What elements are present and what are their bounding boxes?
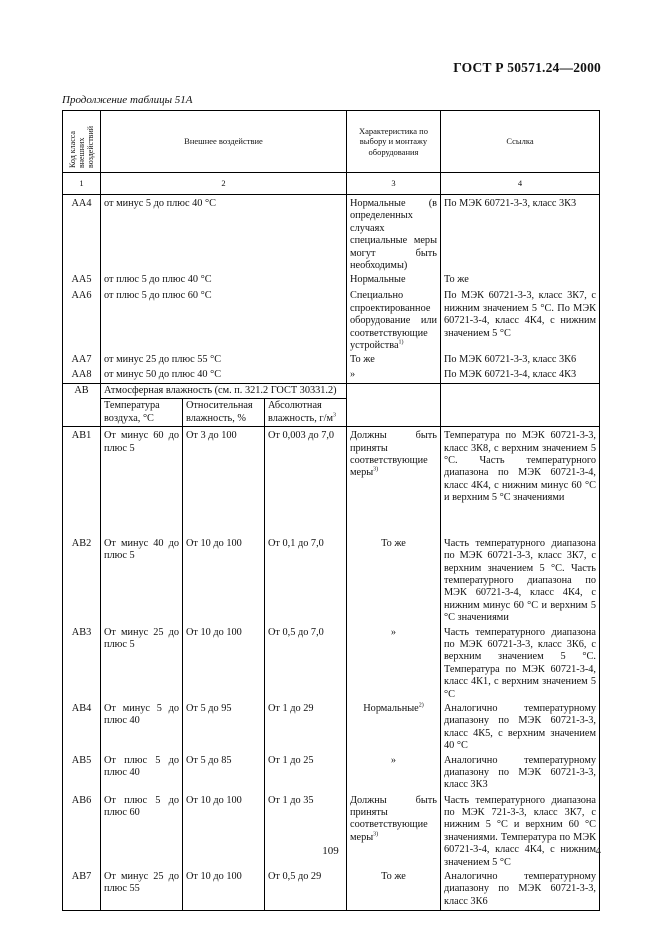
row-characteristic: » xyxy=(347,754,441,794)
row-characteristic: То же xyxy=(347,353,441,368)
row-temperature: От минус 25 до плюс 55 xyxy=(101,870,183,910)
table-row xyxy=(63,195,600,274)
row-temperature: От плюс 5 до плюс 40 xyxy=(101,754,183,794)
table-row xyxy=(63,353,600,368)
row-code: AB3 xyxy=(63,626,101,702)
row-influence: от минус 50 до плюс 40 °С xyxy=(101,368,347,383)
row-relative-humidity: От 5 до 85 xyxy=(183,754,265,794)
row-code: AB5 xyxy=(63,754,101,794)
row-characteristic: То же xyxy=(347,870,441,910)
row-influence: от минус 5 до плюс 40 °С xyxy=(101,195,347,274)
row-relative-humidity: От 10 до 100 xyxy=(183,794,265,870)
table-header-row xyxy=(63,111,600,173)
row-reference: Аналогично температурному диапазону по МЭК 60721-3-3, класс 3К6 xyxy=(441,870,600,910)
row-reference: То же xyxy=(441,273,600,289)
row-code: AA6 xyxy=(63,289,101,353)
row-code: AA7 xyxy=(63,353,101,368)
ab-title: Атмосферная влажность (см. п. 321.2 ГОСТ 30331.2) xyxy=(101,383,347,398)
row-reference: По МЭК 60721-3-3, класс 3К7, с нижним значением 5 °С. По МЭК 60721-3-4, класс 4К4, с нижним значением 5 °С xyxy=(441,289,600,353)
row-code: AB4 xyxy=(63,702,101,754)
row-characteristic: Специально спроектированное оборудование или соответствующие устройства$^{1)}$ xyxy=(347,289,441,353)
row-temperature: От минус 60 до плюс 5 xyxy=(101,427,183,537)
ab-header-ref-empty xyxy=(441,383,600,426)
column-numbers-row xyxy=(63,173,600,195)
row-characteristic: То же xyxy=(347,537,441,626)
col-number-1: 1 xyxy=(63,173,101,195)
row-absolute-humidity: От 1 до 29 xyxy=(265,702,347,754)
row-characteristic: Нормальные$^{2)}$ xyxy=(347,702,441,754)
ab-sub-temperature: Температура воздуха, °С xyxy=(101,399,183,427)
row-absolute-humidity: От 0,5 до 7,0 xyxy=(265,626,347,702)
row-absolute-humidity: От 1 до 25 xyxy=(265,754,347,794)
row-characteristic: Нормальные xyxy=(347,273,441,289)
col-number-3: 3 xyxy=(347,173,441,195)
row-temperature: От минус 25 до плюс 5 xyxy=(101,626,183,702)
table-row xyxy=(63,626,600,702)
table-row xyxy=(63,427,600,537)
document-header: ГОСТ Р 50571.24—2000 xyxy=(453,60,601,75)
ab-sub-relative-humidity: Относительная влажность, % xyxy=(183,399,265,427)
row-temperature: От минус 5 до плюс 40 xyxy=(101,702,183,754)
row-reference: Часть температурного диапазона по МЭК 721-3-3, класс 3К7, с нижним 5 °С и верхним 60 °С значениями. Температура по МЭК 60721-3-4, класс 4К4, с нижним значением 5 °С xyxy=(441,794,600,870)
row-influence: от плюс 5 до плюс 40 °С xyxy=(101,273,347,289)
table-row xyxy=(63,754,600,794)
row-characteristic: Нормальные (в определенных случаях специальные меры могут быть необходимы) xyxy=(347,195,441,274)
row-reference: Аналогично температурному диапазону по МЭК 60721-3-3, класс 4К5, с верхним значением 40 °С xyxy=(441,702,600,754)
row-characteristic: Должны быть приняты соответствующие меры$^{3)}$ xyxy=(347,427,441,537)
header-code: Код класса внешних воздействий xyxy=(63,111,101,173)
table-row xyxy=(63,870,600,910)
classification-table xyxy=(62,110,600,911)
row-reference: По МЭК 60721-3-3, класс 3К6 xyxy=(441,353,600,368)
ab-group-header-row xyxy=(63,383,600,398)
row-absolute-humidity: От 0,5 до 29 xyxy=(265,870,347,910)
row-code: AB1 xyxy=(63,427,101,537)
row-reference: Часть температурного диапазона по МЭК 60721-3-3, класс 3К7, с верхним значением 5 °С. Часть температурного диапазона по МЭК 60721-3-4, класс 4К4, с нижним минус 60 °С и верхним 5 °С значениями xyxy=(441,537,600,626)
row-reference: По МЭК 60721-3-4, класс 4К3 xyxy=(441,368,600,383)
row-characteristic: » xyxy=(347,368,441,383)
table-row xyxy=(63,273,600,289)
row-relative-humidity: От 10 до 100 xyxy=(183,870,265,910)
row-relative-humidity: От 10 до 100 xyxy=(183,626,265,702)
table-row xyxy=(63,368,600,383)
row-reference: Температура по МЭК 60721-3-3, класс 3К8, с верхним значением 5 °С. Часть температурного диапазона по МЭК 60721-3-4, класс 4К4, с нижним минус 60 °С и верхним 5 °С значениями xyxy=(441,427,600,537)
row-reference: Аналогично температурному диапазону по МЭК 60721-3-3, класс 3К3 xyxy=(441,754,600,794)
header-influence: Внешнее воздействие xyxy=(101,111,347,173)
table-row xyxy=(63,702,600,754)
row-absolute-humidity: От 0,1 до 7,0 xyxy=(265,537,347,626)
table-row xyxy=(63,537,600,626)
table-row xyxy=(63,794,600,870)
row-reference: Часть температурного диапазона по МЭК 60721-3-3, класс 3К6, с верхним значением 5 °С. Температура по МЭК 60721-3-4, класс 4К1, с верхним значением 5 °С xyxy=(441,626,600,702)
header-characteristic: Характеристика по выбору и монтажу оборудования xyxy=(347,111,441,173)
row-temperature: От плюс 5 до плюс 60 xyxy=(101,794,183,870)
row-code: AB7 xyxy=(63,870,101,910)
ab-sub-absolute-humidity: Абсолютная влажность, г/м$^3$ xyxy=(265,399,347,427)
row-code: AA4 xyxy=(63,195,101,274)
row-relative-humidity: От 3 до 100 xyxy=(183,427,265,537)
header-reference: Ссылка xyxy=(441,111,600,173)
row-characteristic: » xyxy=(347,626,441,702)
row-relative-humidity: От 10 до 100 xyxy=(183,537,265,626)
row-absolute-humidity: От 1 до 35 xyxy=(265,794,347,870)
sheet-number: 4 xyxy=(595,845,601,857)
page-number: 109 xyxy=(322,845,339,857)
row-relative-humidity: От 5 до 95 xyxy=(183,702,265,754)
ab-header-char-empty xyxy=(347,383,441,426)
row-temperature: От минус 40 до плюс 5 xyxy=(101,537,183,626)
row-code: AB2 xyxy=(63,537,101,626)
row-code: AB6 xyxy=(63,794,101,870)
col-number-4: 4 xyxy=(441,173,600,195)
table-continuation-caption: Продолжение таблицы 51А xyxy=(62,94,193,106)
row-code: AA8 xyxy=(63,368,101,383)
ab-code: AB xyxy=(63,383,101,426)
row-code: AA5 xyxy=(63,273,101,289)
col-number-2: 2 xyxy=(101,173,347,195)
row-reference: По МЭК 60721-3-3, класс 3К3 xyxy=(441,195,600,274)
table-row xyxy=(63,289,600,353)
row-influence: от минус 25 до плюс 55 °С xyxy=(101,353,347,368)
row-absolute-humidity: От 0,003 до 7,0 xyxy=(265,427,347,537)
row-influence: от плюс 5 до плюс 60 °С xyxy=(101,289,347,353)
row-characteristic: Должны быть приняты соответствующие меры$^{3)}$ xyxy=(347,794,441,870)
